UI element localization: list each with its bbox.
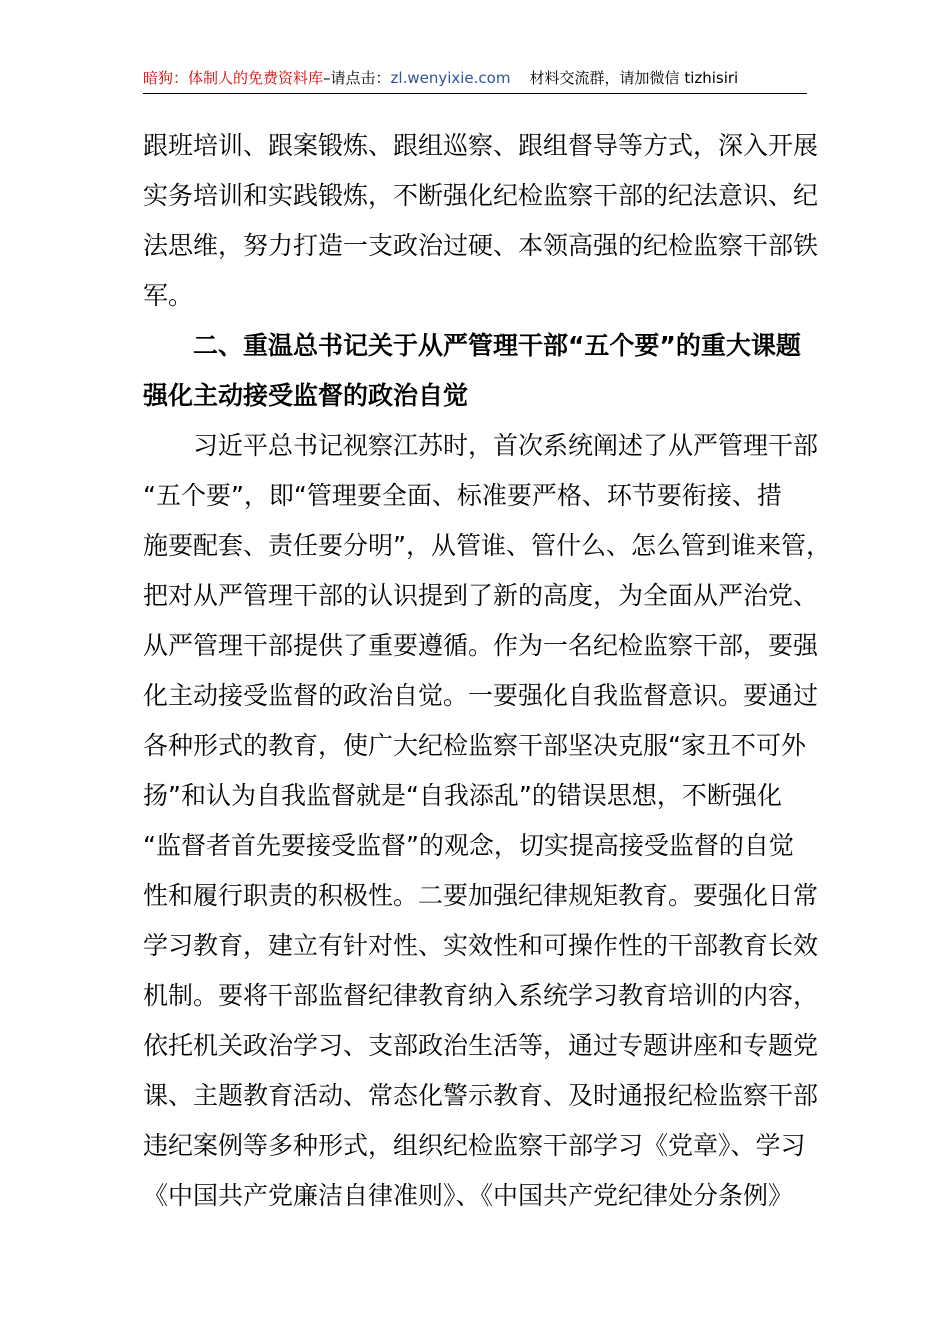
text-line: 军。 xyxy=(143,281,194,310)
paragraph-line: 依托机关政治学习、支部政治生活等，通过专题讲座和专题党 xyxy=(143,1031,819,1060)
text-line: 法思维，努力打造一支政治过硬、本领高强的纪检监察干部铁 xyxy=(143,231,819,260)
header-link[interactable]: zl.wenyixie.com xyxy=(390,69,511,87)
paragraph-line: 机制。要将干部监督纪律教育纳入系统学习教育培训的内容， xyxy=(143,981,819,1010)
paragraph-line: “监督者首先要接受监督”的观念，切实提高接受监督的自觉 xyxy=(143,831,794,860)
paragraph-line: 各种形式的教育，使广大纪检监察干部坚决克服“家丑不可外 xyxy=(143,731,806,760)
section-heading: 二、重温总书记关于从严管理干部“五个要”的重大课题 xyxy=(193,331,801,360)
page-header xyxy=(143,68,807,92)
header-ad-text: 暗狗：体制人的免费资料库 xyxy=(143,69,324,87)
paragraph-line: 《中国共产党廉洁自律准则》、《中国共产党纪律处分条例》 xyxy=(143,1181,794,1210)
header-link-prefix: –请点击： xyxy=(323,69,391,87)
header-group-label: 材料交流群，请加微信 tizhisiri xyxy=(529,69,739,87)
header-group-text xyxy=(510,69,738,87)
paragraph-line: 扬”和认为自我监督就是“自我添乱”的错误思想，不断强化 xyxy=(143,781,782,810)
paragraph-line: 课、主题教育活动、常态化警示教育、及时通报纪检监察干部 xyxy=(143,1081,819,1110)
paragraph-line: 化主动接受监督的政治自觉。一要强化自我监督意识。要通过 xyxy=(143,681,819,710)
section-heading: 强化主动接受监督的政治自觉 xyxy=(143,381,469,410)
paragraph-line: “五个要”，即“管理要全面、标准要严格、环节要衔接、措 xyxy=(143,481,782,510)
text-line: 实务培训和实践锻炼，不断强化纪检监察干部的纪法意识、纪 xyxy=(143,181,819,210)
paragraph-line: 性和履行职责的积极性。二要加强纪律规矩教育。要强化日常 xyxy=(143,881,819,910)
paragraph-line: 学习教育，建立有针对性、实效性和可操作性的干部教育长效 xyxy=(143,931,819,960)
paragraph-line: 施要配套、责任要分明”，从管谁、管什么、怎么管到谁来管， xyxy=(143,531,831,560)
paragraph-line: 把对从严管理干部的认识提到了新的高度，为全面从严治党、 xyxy=(143,581,819,610)
text-line: 跟班培训、跟案锻炼、跟组巡察、跟组督导等方式，深入开展 xyxy=(143,131,819,160)
header-divider xyxy=(143,93,807,94)
paragraph-line: 习近平总书记视察江苏时，首次系统阐述了从严管理干部 xyxy=(193,431,819,460)
paragraph-line: 从严管理干部提供了重要遵循。作为一名纪检监察干部，要强 xyxy=(143,631,819,660)
paragraph-line: 违纪案例等多种形式，组织纪检监察干部学习《党章》、学习 xyxy=(143,1131,806,1160)
